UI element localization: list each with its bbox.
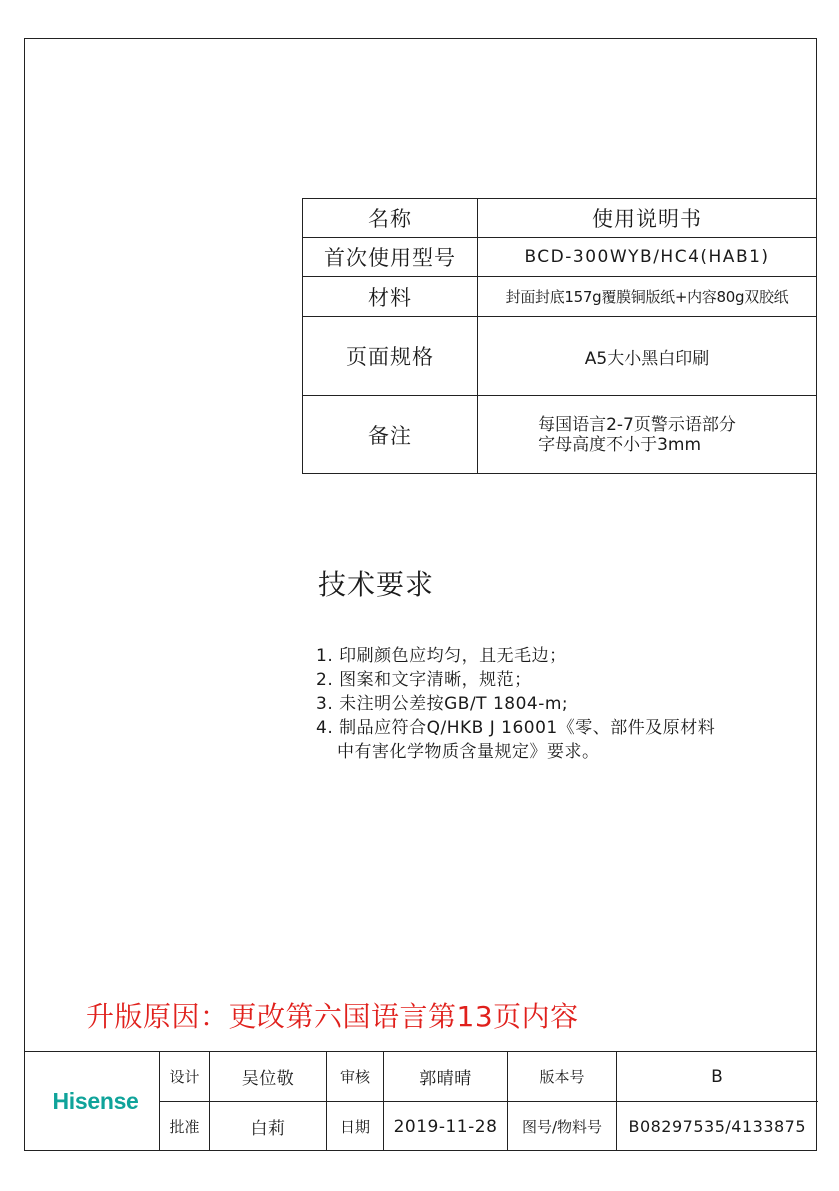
spec-label-name: 名称 — [303, 199, 478, 238]
date-label: 日期 — [327, 1102, 384, 1152]
hisense-logo — [24, 1052, 159, 1151]
approve-value: 白莉 — [210, 1102, 327, 1152]
design-value: 吴位敬 — [210, 1052, 327, 1102]
tech-item-2: 2. 图案和文字清晰，规范； — [316, 670, 532, 690]
review-label: 审核 — [327, 1052, 384, 1102]
spec-row-page — [303, 317, 817, 396]
title-block-row-2 — [160, 1102, 818, 1152]
spec-label-notes: 备注 — [303, 396, 478, 474]
drawing-number-value: B08297535/4133875 — [617, 1102, 818, 1152]
notes-line-2: 字母高度不小于3mm — [538, 434, 702, 455]
spec-row-name — [303, 199, 817, 238]
spec-label-material: 材料 — [303, 277, 478, 317]
tech-item-4: 4. 制品应符合Q/HKB J 16001《零、部件及原材料 — [316, 718, 716, 738]
spec-value-material: 封面封底157g覆膜铜版纸+内容80g双胶纸 — [478, 277, 817, 317]
tech-item-1: 1. 印刷颜色应均匀，且无毛边； — [316, 646, 567, 666]
spec-value-name: 使用说明书 — [478, 199, 817, 238]
spec-row-model — [303, 238, 817, 277]
spec-row-material — [303, 277, 817, 317]
tech-requirements-list — [316, 644, 715, 764]
spec-row-notes — [303, 396, 817, 474]
tech-item-4-continued: 中有害化学物质含量规定》要求。 — [337, 742, 600, 762]
spec-value-model: BCD-300WYB/HC4(HAB1) — [478, 238, 817, 277]
revision-reason: 升版原因：更改第六国语言第13页内容 — [86, 1000, 579, 1033]
logo-text: Hisense — [52, 1088, 139, 1114]
tech-requirements-title: 技术要求 — [318, 568, 435, 601]
notes-line-1: 每国语言2-7页警示语部分 — [538, 414, 736, 435]
spec-label-model: 首次使用型号 — [303, 238, 478, 277]
notes-text — [538, 415, 736, 455]
design-label: 设计 — [160, 1052, 210, 1102]
drawing-number-label: 图号/物料号 — [508, 1102, 617, 1152]
title-block-grid — [159, 1052, 818, 1151]
spec-table — [302, 198, 817, 474]
review-value: 郭晴晴 — [384, 1052, 508, 1102]
spec-value-notes — [478, 396, 817, 474]
title-block-row-1 — [160, 1052, 818, 1102]
date-value: 2019-11-28 — [384, 1102, 508, 1152]
version-label: 版本号 — [508, 1052, 617, 1102]
approve-label: 批准 — [160, 1102, 210, 1152]
version-value: B — [617, 1052, 818, 1102]
title-block — [24, 1051, 817, 1151]
spec-value-page: A5大小黑白印刷 — [478, 317, 817, 396]
spec-label-page: 页面规格 — [303, 317, 478, 396]
tech-item-3: 3. 未注明公差按GB/T 1804-m; — [316, 694, 569, 714]
